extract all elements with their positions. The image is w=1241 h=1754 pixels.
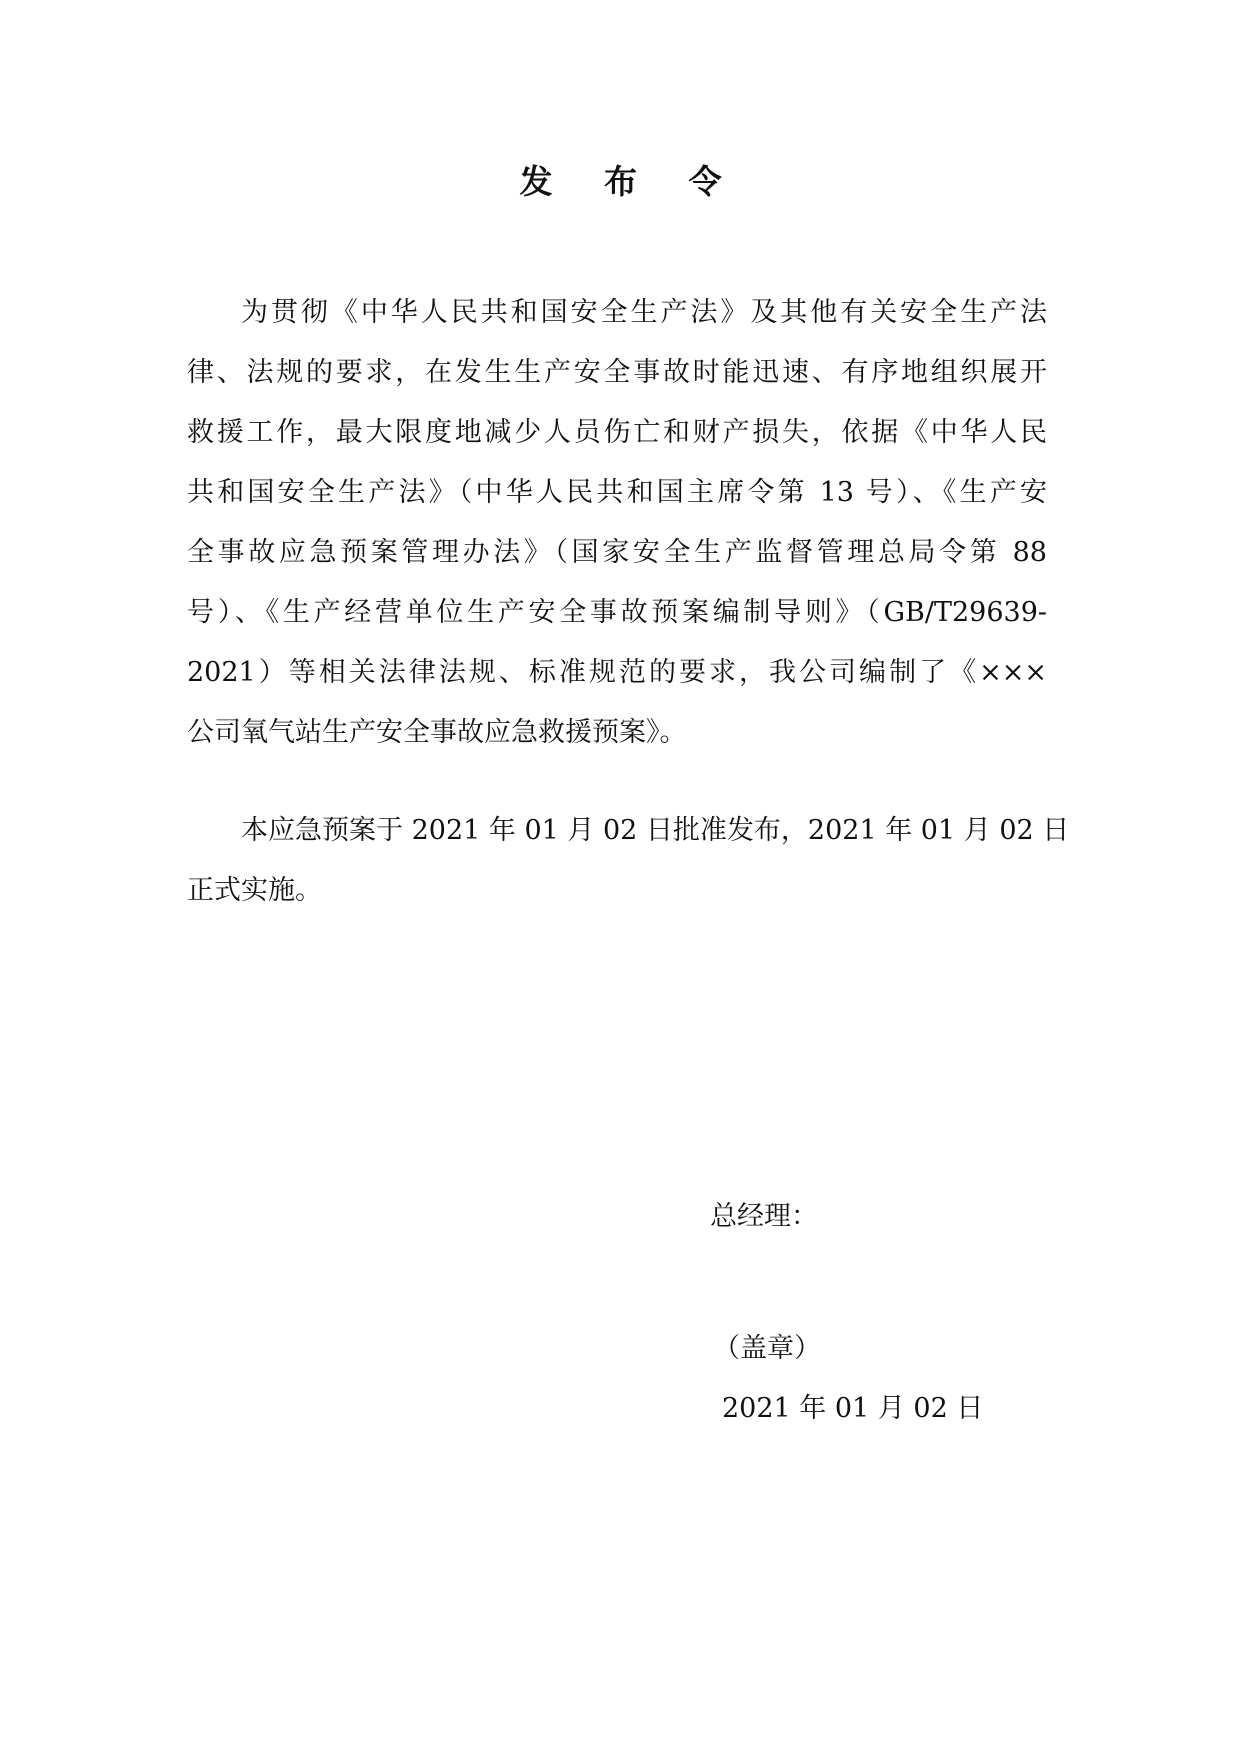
paragraph-line: 公司氧气站生产安全事故应急救援预案》。 xyxy=(187,717,687,748)
paragraph-line: 律、法规的要求，在发生生产安全事故时能迅速、有序地组织展开 xyxy=(187,357,1047,388)
paragraph-line: 2021）等相关法律法规、标准规范的要求，我公司编制了《××× xyxy=(187,657,1047,688)
paragraph-line: 号）、《生产经营单位生产安全事故预案编制导则》（GB/T29639- xyxy=(187,597,1047,628)
paragraph-line: 本应急预案于 2021 年 01 月 02 日批准发布，2021 年 01 月 02 日 xyxy=(241,815,1070,846)
signature-date: 2021 年 01 月 02 日 xyxy=(722,1393,984,1424)
paragraph-line: 正式实施。 xyxy=(187,875,322,906)
seal-label: （盖章） xyxy=(713,1333,821,1364)
document-title: 发 布 令 xyxy=(519,162,742,201)
paragraph-line: 救援工作，最大限度地减少人员伤亡和财产损失，依据《中华人民 xyxy=(187,417,1047,448)
paragraph-line: 共和国安全生产法》（中华人民共和国主席令第 13 号）、《生产安 xyxy=(187,477,1047,508)
paragraph-line: 全事故应急预案管理办法》（国家安全生产监督管理总局令第 88 xyxy=(187,537,1047,568)
general-manager-label: 总经理： xyxy=(710,1201,818,1232)
paragraph-line: 为贯彻《中华人民共和国安全生产法》及其他有关安全生产法 xyxy=(241,297,1047,328)
